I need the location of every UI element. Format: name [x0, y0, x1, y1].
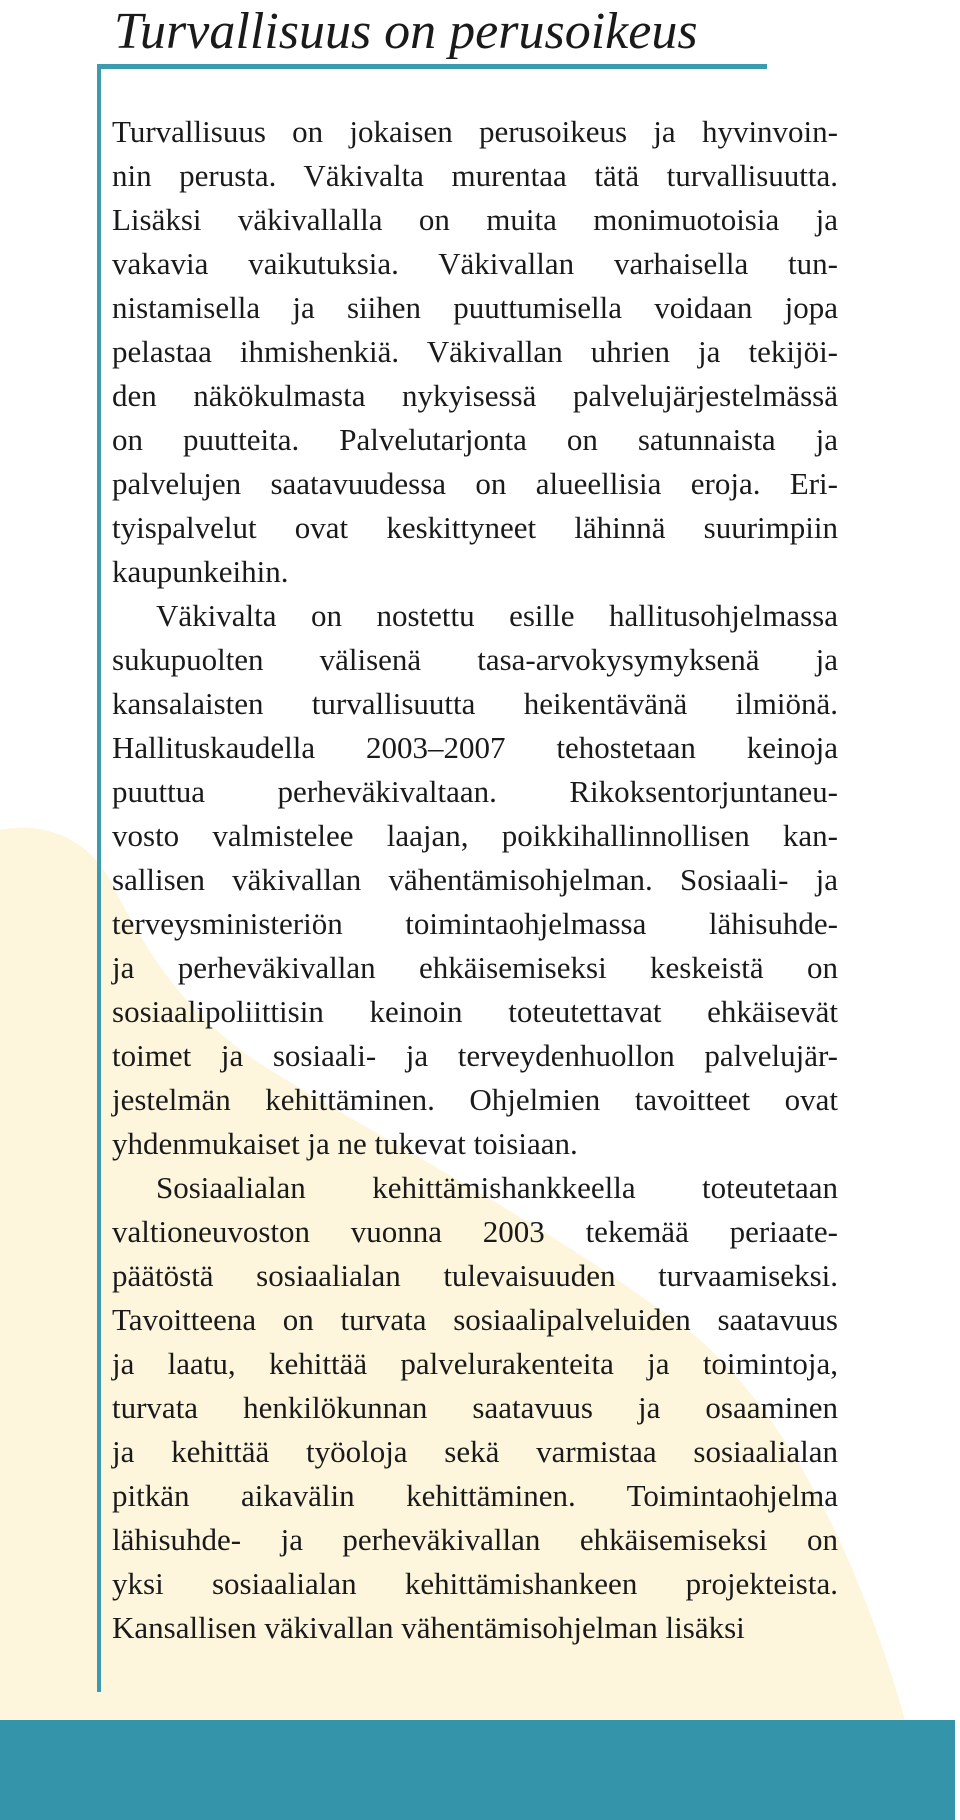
text-line: vakavia vaikutuksia. Väkivallan varhaisella tun- [112, 246, 838, 281]
paragraph-3 [112, 1166, 838, 1650]
text-line: kaupunkeihin. [112, 554, 289, 589]
text-line: Tavoitteena on turvata sosiaalipalveluiden saatavuus [112, 1302, 838, 1337]
text-line: palvelujen saatavuudessa on alueellisia eroja. Eri- [112, 466, 838, 501]
body-text [112, 110, 838, 1650]
text-line: puuttua perheväkivaltaan. Rikoksentorjuntaneu- [112, 774, 838, 809]
page-title: Turvallisuus on perusoikeus [114, 3, 698, 60]
text-line: ja kehittää työoloja sekä varmistaa sosiaalialan [112, 1434, 838, 1469]
text-line: pitkän aikavälin kehittäminen. Toimintaohjelma [112, 1478, 838, 1513]
text-line: tyispalvelut ovat keskittyneet lähinnä suurimpiin [112, 510, 838, 545]
text-line: sallisen väkivallan vähentämisohjelman. Sosiaali- ja [112, 862, 838, 897]
text-line: turvata henkilökunnan saatavuus ja osaaminen [112, 1390, 838, 1425]
text-line: Sosiaalialan kehittämishankkeella toteutetaan [156, 1170, 838, 1205]
text-line: ja perheväkivallan ehkäisemiseksi keskeistä on [112, 950, 838, 985]
text-line: den näkökulmasta nykyisessä palvelujärjestelmässä [112, 378, 838, 413]
text-line: Lisäksi väkivallalla on muita monimuotoisia ja [112, 202, 838, 237]
text-line: kansalaisten turvallisuutta heikentävänä ilmiönä. [112, 686, 838, 721]
text-line: nistamisella ja siihen puuttumisella voidaan jopa [112, 290, 838, 325]
text-line: päätöstä sosiaalialan tulevaisuuden turvaamiseksi. [112, 1258, 838, 1293]
text-line: Hallituskaudella 2003–2007 tehostetaan keinoja [112, 730, 838, 765]
paragraph-1 [112, 110, 838, 594]
text-line: Turvallisuus on jokaisen perusoikeus ja hyvinvoin- [112, 114, 838, 149]
text-line: jestelmän kehittäminen. Ohjelmien tavoitteet ovat [112, 1082, 838, 1117]
text-line: vosto valmistelee laajan, poikkihallinnollisen kan- [112, 818, 838, 853]
title-underline-rule [97, 64, 767, 69]
paragraph-2 [112, 594, 838, 1166]
text-line: yhdenmukaiset ja ne tukevat toisiaan. [112, 1126, 578, 1161]
text-line: Väkivalta on nostettu esille hallitusohjelmassa [156, 598, 838, 633]
text-line: terveysministeriön toimintaohjelmassa lähisuhde- [112, 906, 838, 941]
text-line: Kansallisen väkivallan vähentämisohjelman lisäksi [112, 1610, 745, 1645]
text-line: ja laatu, kehittää palvelurakenteita ja toimintoja, [112, 1346, 838, 1381]
text-line: sosiaalipoliittisin keinoin toteutettavat ehkäisevät [112, 994, 838, 1029]
text-line: lähisuhde- ja perheväkivallan ehkäisemiseksi on [112, 1522, 838, 1557]
text-line: on puutteita. Palvelutarjonta on satunnaista ja [112, 422, 838, 457]
text-line: valtioneuvoston vuonna 2003 tekemää periaate- [112, 1214, 838, 1249]
left-margin-rule [97, 64, 101, 1692]
text-line: sukupuolten välisenä tasa-arvokysymyksenä ja [112, 642, 838, 677]
text-line: pelastaa ihmishenkiä. Väkivallan uhrien ja tekijöi- [112, 334, 838, 369]
text-line: toimet ja sosiaali- ja terveydenhuollon palvelujär- [112, 1038, 838, 1073]
text-line: yksi sosiaalialan kehittämishankeen projekteista. [112, 1566, 838, 1601]
footer-color-band [0, 1720, 955, 1820]
text-line: nin perusta. Väkivalta murentaa tätä turvallisuutta. [112, 158, 838, 193]
